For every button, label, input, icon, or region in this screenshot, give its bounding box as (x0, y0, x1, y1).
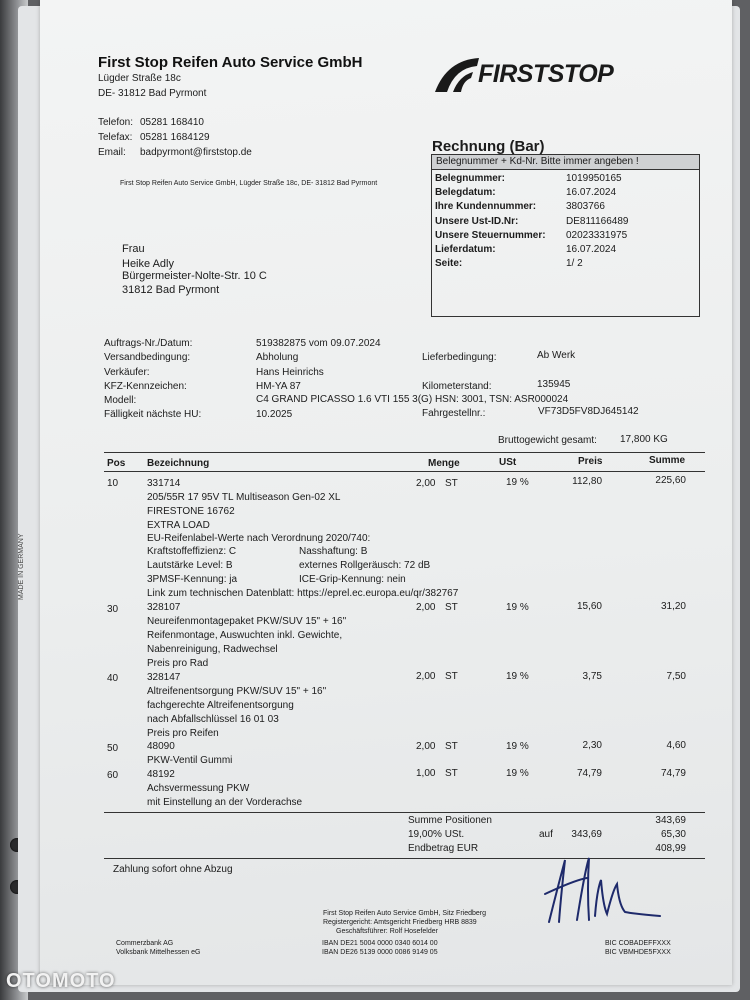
logo-text: FIRSTSTOP (478, 60, 614, 88)
seller-label: Verkäufer: (104, 367, 150, 378)
desc-line: EXTRA LOAD (147, 520, 210, 531)
phone-label: Telefon: (98, 117, 134, 128)
shipping-label: Versandbedingung: (104, 352, 191, 363)
desc-line: mit Einstellung an der Vorderachse (147, 797, 303, 808)
footer-company-line: Registergericht: Amtsgericht Friedberg HRB 8839 (323, 919, 477, 926)
plate-value: HM-YA 87 (256, 381, 301, 392)
otomoto-watermark: OTOMOTO (6, 970, 116, 992)
invoice-row-label: Seite: (435, 258, 463, 269)
weight-value: 17,800 KG (620, 434, 668, 445)
invoice-row-value: 1/ 2 (566, 258, 583, 269)
mileage-label: Kilometerstand: (422, 381, 492, 392)
row-article: 328147 (147, 672, 181, 683)
email-label: Email: (98, 147, 126, 158)
row-pos: 40 (107, 673, 119, 684)
invoice-row-label: Unsere Ust-ID.Nr: (435, 216, 519, 227)
col-header-price: Preis (578, 456, 603, 467)
invoice-row-value: 1019950165 (566, 173, 622, 184)
row-unit: ST (445, 741, 458, 752)
signature (535, 850, 665, 930)
email-value: badpyrmont@firststop.de (140, 147, 252, 158)
plate-label: KFZ-Kennzeichen: (104, 381, 187, 392)
row-price: 74,79 (576, 768, 602, 779)
invoice-row-value: DE811166489 (566, 216, 629, 227)
row-article: 48192 (147, 769, 175, 780)
desc-line: 3PMSF-Kennung: ja (147, 574, 238, 585)
company-name: First Stop Reifen Auto Service GmbH (98, 54, 363, 71)
positions-sum-label: Summe Positionen (408, 815, 492, 826)
col-header-quantity: Menge (428, 458, 460, 469)
row-total: 74,79 (660, 768, 686, 779)
grand-total-label: Endbetrag EUR (408, 843, 479, 854)
row-pos: 50 (107, 743, 119, 754)
row-price: 112,80 (572, 476, 602, 487)
col-header-description: Bezeichnung (147, 458, 210, 469)
company-street: Lügder Straße 18c (98, 73, 181, 84)
row-total: 4,60 (666, 740, 686, 751)
row-pos: 30 (107, 604, 119, 615)
bank-iban: IBAN DE26 5139 0000 0086 9149 05 (322, 949, 438, 956)
invoice-row-label: Lieferdatum: (435, 244, 496, 255)
row-quantity: 2,00 (416, 602, 436, 613)
positions-sum-value: 343,69 (655, 815, 686, 826)
row-article: 331714 (147, 478, 181, 489)
row-unit: ST (445, 602, 458, 613)
desc-line: Nabenreinigung, Radwechsel (147, 644, 278, 655)
vat-basis-value: 343,69 (571, 829, 602, 840)
model-value: C4 GRAND PICASSO 1.6 VTI 155 3(G) HSN: 3001, TSN: ASR000024 (256, 394, 569, 405)
bank-bic: BIC VBMHDE5FXXX (605, 949, 671, 956)
row-vat: 19 % (506, 768, 529, 779)
company-city: DE- 31812 Bad Pyrmont (98, 88, 207, 99)
table-top-rule (104, 452, 705, 453)
inspection-label: Fälligkeit nächste HU: (104, 409, 202, 420)
recipient-city: 31812 Bad Pyrmont (122, 284, 220, 296)
bank-name: Commerzbank AG (116, 940, 174, 947)
order-value: 519382875 vom 09.07.2024 (256, 338, 381, 349)
recipient-name: Heike Adly (122, 258, 174, 270)
desc-line: Preis pro Rad (147, 658, 209, 669)
grand-total-value: 408,99 (655, 843, 686, 854)
desc-line: Kraftstoffeffizienz: C (147, 546, 237, 557)
row-unit: ST (445, 671, 458, 682)
row-vat: 19 % (506, 671, 529, 682)
col-header-total: Summe (649, 455, 686, 466)
desc-line: fachgerechte Altreifenentsorgung (147, 700, 294, 711)
order-label: Auftrags-Nr./Datum: (104, 338, 193, 349)
footer-company-line: First Stop Reifen Auto Service GmbH, Sitz Friedberg (323, 910, 487, 917)
row-unit: ST (445, 478, 458, 489)
vat-value: 65,30 (660, 829, 686, 840)
phone-value: 05281 168410 (140, 117, 204, 128)
invoice-document (40, 0, 732, 985)
vat-label: 19,00% USt. (408, 829, 465, 840)
desc-line: Lautstärke Level: B (147, 560, 233, 571)
desc-line: ICE-Grip-Kennung: nein (299, 574, 406, 585)
bank-name: Volksbank Mittelhessen eG (116, 949, 201, 956)
invoice-row-label: Belegnummer: (435, 173, 506, 184)
row-price: 3,75 (582, 671, 602, 682)
invoice-row-value: 3803766 (566, 201, 605, 212)
row-total: 31,20 (660, 601, 686, 612)
fax-value: 05281 1684129 (140, 132, 210, 143)
desc-line: externes Rollgeräusch: 72 dB (299, 560, 431, 571)
shipping-value: Abholung (256, 352, 299, 363)
mileage-value: 135945 (537, 379, 571, 390)
recipient-street: Bürgermeister-Nolte-Str. 10 C (122, 270, 267, 282)
vin-value: VF73D5FV8DJ645142 (538, 406, 639, 417)
desc-line: Preis pro Reifen (147, 728, 219, 739)
invoice-row-label: Unsere Steuernummer: (435, 230, 546, 241)
logo-swoosh-icon (433, 54, 483, 96)
invoice-row-label: Belegdatum: (435, 187, 496, 198)
row-vat: 19 % (506, 741, 529, 752)
sender-line: First Stop Reifen Auto Service GmbH, Lügder Straße 18c, DE- 31812 Bad Pyrmont (120, 180, 378, 187)
seller-value: Hans Heinrichs (256, 367, 324, 378)
col-header-vat: USt (499, 457, 517, 468)
desc-line: Achsvermessung PKW (147, 783, 250, 794)
payment-terms: Zahlung sofort ohne Abzug (113, 864, 233, 875)
row-article: 328107 (147, 602, 181, 613)
invoice-row-value: 16.07.2024 (566, 244, 617, 255)
vat-on-label: auf (539, 829, 553, 840)
desc-line: FIRESTONE 16762 (147, 506, 235, 517)
desc-line: Nasshaftung: B (299, 546, 368, 557)
invoice-row-value: 16.07.2024 (566, 187, 617, 198)
model-label: Modell: (104, 395, 137, 406)
row-price: 15,60 (576, 601, 602, 612)
bank-iban: IBAN DE21 5004 0000 0340 6014 00 (322, 940, 438, 947)
firststop-logo (433, 54, 648, 96)
table-header-rule (104, 471, 705, 472)
row-article: 48090 (147, 741, 175, 752)
invoice-box-note: Belegnummer + Kd-Nr. Bitte immer angeben ! (432, 155, 699, 170)
footer-company-line: Geschäftsführer: Rolf Hosefelder (336, 928, 438, 935)
fax-label: Telefax: (98, 132, 133, 143)
desc-line: PKW-Ventil Gummi (147, 755, 233, 766)
row-quantity: 2,00 (416, 741, 436, 752)
col-header-pos: Pos (107, 458, 126, 469)
row-total: 225,60 (655, 475, 686, 486)
desc-line: EU-Reifenlabel-Werte nach Verordnung 2020/740: (147, 533, 371, 544)
invoice-row-value: 02023331975 (566, 230, 628, 241)
delivery-value: Ab Werk (537, 350, 576, 361)
desc-line: 205/55R 17 95V TL Multiseason Gen-02 XL (147, 492, 341, 503)
row-pos: 10 (107, 478, 119, 489)
desc-line: nach Abfallschlüssel 16 01 03 (147, 714, 279, 725)
row-vat: 19 % (506, 477, 529, 488)
desc-line: Neureifenmontagepaket PKW/SUV 15" + 16" (147, 616, 347, 627)
row-pos: 60 (107, 770, 119, 781)
recipient-salutation: Frau (122, 243, 145, 255)
bank-bic: BIC COBADEFFXXX (605, 940, 671, 947)
totals-rule (104, 812, 705, 813)
row-total: 7,50 (666, 671, 686, 682)
row-vat: 19 % (506, 602, 529, 613)
row-quantity: 1,00 (416, 768, 436, 779)
desc-line: Altreifenentsorgung PKW/SUV 15" + 16" (147, 686, 327, 697)
row-unit: ST (445, 768, 458, 779)
desc-line: Reifenmontage, Auswuchten inkl. Gewichte, (147, 630, 343, 641)
invoice-row-label: Ihre Kundennummer: (435, 201, 537, 212)
sleeve-side-text: MADE IN GERMANY (18, 533, 25, 600)
vin-label: Fahrgestellnr.: (422, 408, 486, 419)
row-quantity: 2,00 (416, 671, 436, 682)
invoice-info-box (431, 154, 700, 317)
weight-label: Bruttogewicht gesamt: (498, 435, 597, 446)
row-price: 2,30 (582, 740, 602, 751)
datasheet-link[interactable]: Link zum technischen Datenblatt: https://eprel.ec.europa.eu/qr/382767 (147, 588, 459, 599)
row-quantity: 2,00 (416, 478, 436, 489)
invoice-title: Rechnung (Bar) (432, 138, 545, 155)
inspection-value: 10.2025 (256, 409, 293, 420)
delivery-label: Lieferbedingung: (422, 352, 497, 363)
